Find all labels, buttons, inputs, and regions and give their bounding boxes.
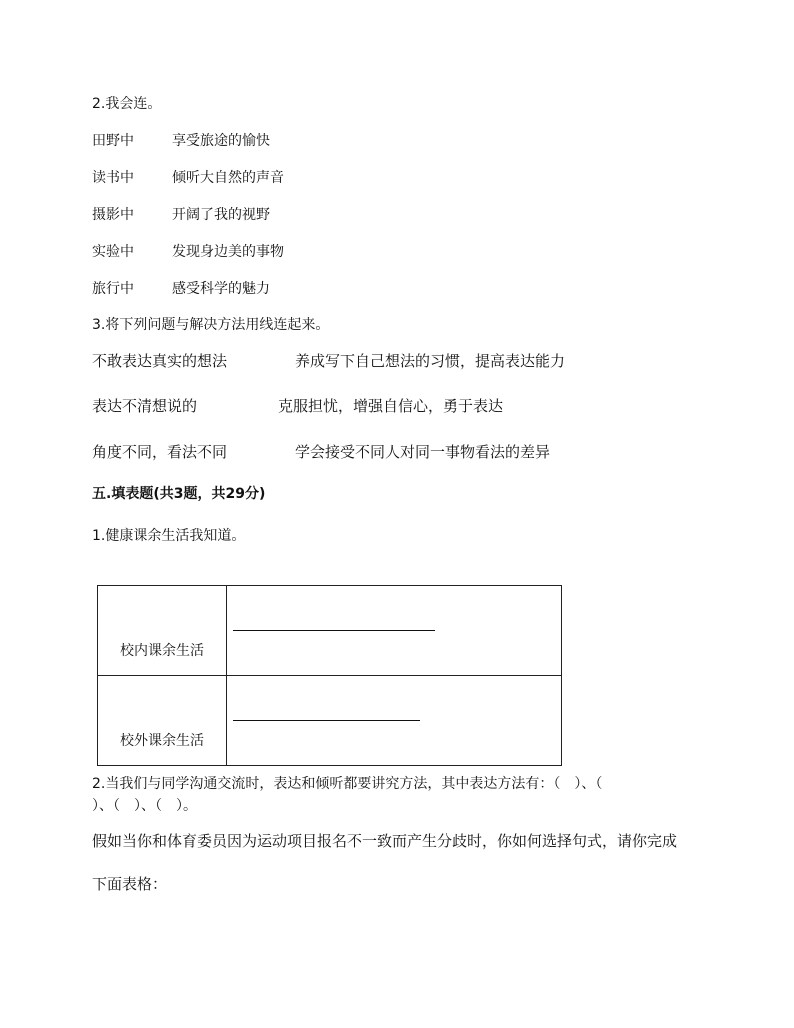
q3-problem: 表达不清想说的 — [92, 397, 198, 415]
table-row — [98, 676, 562, 766]
match-left-item: 实验中 — [92, 244, 134, 260]
s5-q1-title: 1.健康课余生活我知道。 — [92, 528, 246, 544]
section-heading: 五.填表题(共3题，共29分) — [92, 486, 266, 502]
q3-problem: 不敢表达真实的想法 — [92, 352, 228, 370]
answer-cell[interactable] — [227, 586, 562, 676]
row-label: 校内课余生活 — [98, 586, 227, 676]
answer-line[interactable] — [233, 720, 420, 721]
match-left-item: 摄影中 — [92, 207, 134, 223]
q3-solution: 克服担忧，增强自信心，勇于表达 — [278, 397, 504, 415]
row-label: 校外课余生活 — [98, 676, 227, 766]
answer-cell[interactable] — [227, 676, 562, 766]
match-left-item: 田野中 — [92, 133, 134, 149]
q2-title: 2.我会连。 — [92, 96, 162, 112]
match-right-item: 倾听大自然的声音 — [172, 170, 284, 186]
match-right-item: 享受旅途的愉快 — [172, 133, 270, 149]
s5-q2-line1: 2.当我们与同学沟通交流时，表达和倾听都要讲究方法，其中表达方法有：（ ）、（ — [92, 776, 603, 792]
match-right-item: 感受科学的魅力 — [172, 281, 270, 297]
s5-q2-paragraph: 假如当你和体育委员因为运动项目报名不一致而产生分歧时，你如何选择句式，请你完成 — [92, 832, 678, 850]
s5-q2-line2: ）、（ ）、（ ）。 — [92, 798, 197, 814]
match-left-item: 旅行中 — [92, 281, 134, 297]
answer-line[interactable] — [233, 630, 435, 631]
match-right-item: 发现身边美的事物 — [172, 244, 284, 260]
table-row — [98, 586, 562, 676]
q3-solution: 学会接受不同人对同一事物看法的差异 — [295, 443, 551, 461]
after-school-table — [97, 585, 562, 766]
match-right-item: 开阔了我的视野 — [172, 207, 270, 223]
match-left-item: 读书中 — [92, 170, 134, 186]
s5-q2-paragraph-cont: 下面表格： — [92, 875, 168, 893]
q3-problem: 角度不同，看法不同 — [92, 443, 228, 461]
q3-title: 3.将下列问题与解决方法用线连起来。 — [92, 317, 330, 333]
q3-solution: 养成写下自己想法的习惯，提高表达能力 — [295, 352, 566, 370]
